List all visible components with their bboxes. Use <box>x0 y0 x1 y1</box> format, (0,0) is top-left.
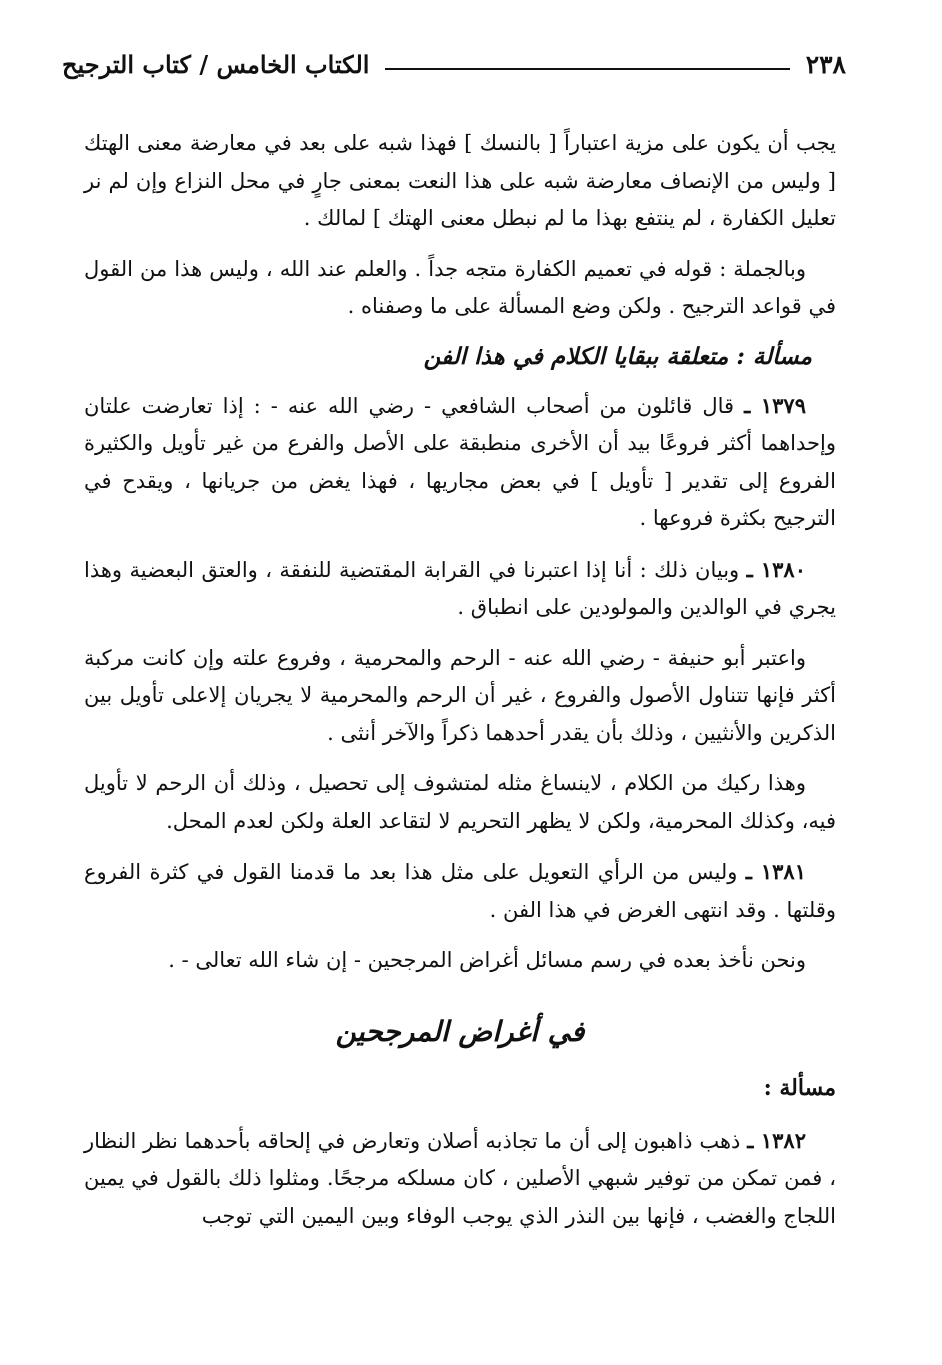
paragraph: يجب أن يكون على مزية اعتباراً [ بالنسك ] فهذا شبه على بعد في معارضة معنى الهتك [ وليس من الإنصاف معارضة شبه على هذا النعت بمعنى جارٍ في محل النزاع وإن لم نر تعليل الكفارة ، لم ينتفع بهذا ما لم نبطل معنى الهتك ] لمالك . <box>84 131 836 230</box>
paragraph: وهذا ركيك من الكلام ، لاينساغ مثله لمتشوف إلى تحصيل ، وذلك أن الرحم لا تأويل فيه، وكذلك المحرمية، ولكن لا يظهر التحريم لا لتقاعد العلة ولكن لعدم المحل. <box>84 771 836 833</box>
paragraph: ونحن نأخذ بعده في رسم مسائل أغراض المرجحين - إن شاء الله تعالى - . <box>168 948 806 972</box>
paragraph-text: قال قائلون من أصحاب الشافعي - رضي الله عنه - : إذا تعارضت علتان وإحداهما أكثر فروعًا بيد أن الأخرى منطبقة على الأصل والفرع من غير تأويل والكثيرة الفروع إلى تقدير [ تأويل ] في بعض مجاريها ، فهذا يغض من جريانها ، ويقدح في الترجيح بكثرة فروعها . <box>84 393 836 530</box>
section-heading: مسألة : متعلقة ببقايا الكلام في هذا الفن <box>423 342 812 370</box>
paragraph-text: وليس من الرأي التعويل على مثل هذا بعد ما قدمنا القول في كثرة الفروع وقلتها . وقد انتهى الغرض في هذا الفن . <box>84 860 836 922</box>
paragraph-number: ١٣٨١ ـ <box>745 859 806 884</box>
numbered-paragraph <box>84 551 836 627</box>
paragraph-number: ١٣٨٢ ـ <box>747 1127 806 1153</box>
page-number: ٢٣٨ <box>805 50 846 79</box>
chapter-heading: في أغراض المرجحين <box>335 1014 585 1048</box>
paragraph: واعتبر أبو حنيفة - رضي الله عنه - الرحم والمحرمية ، وفروع علته وإن كانت مركبة أكثر فإنها تتناول الأصول والفروع ، غير أن الرحم والمحرمية لا يجريان إلاعلى تأويل بين الذكرين والأنثيين ، وذلك بأن يقدر أحدهما ذكراً والآخر أنثى . <box>84 645 836 745</box>
paragraph-number: ١٣٨٠ ـ <box>746 556 806 582</box>
numbered-paragraph <box>84 853 836 929</box>
paragraph: وبالجملة : قوله في تعميم الكفارة متجه جداً . والعلم عند الله ، وليس هذا من القول في قواعد الترجيح . ولكن وضع المسألة على ما وصفناه . <box>84 256 836 318</box>
header-rule <box>385 68 789 70</box>
running-title: الكتاب الخامس / كتاب الترجيح <box>62 50 370 79</box>
paragraph-text: ذهب ذاهبون إلى أن ما تجاذبه أصلان وتعارض في إلحاقه بأحدهما نظر النظار ، فمن تمكن من توفير شبهي الأصلين ، كان مسلكه مرجحًا. ومثلوا ذلك بالقول في يمين اللجاج والغضب ، فإنها بين النذر الذي يوجب الوفاء وبين اليمين التي توجب <box>84 1128 836 1228</box>
masala-heading: مسألة : <box>763 1074 836 1101</box>
paragraph-text: وبيان ذلك : أنا إذا اعتبرنا في القرابة المقتضية للنفقة ، والعتق البعضية وهذا يجري في الوالدين والمولودين على انطباق . <box>84 557 836 619</box>
numbered-paragraph <box>84 387 836 538</box>
numbered-paragraph <box>84 1122 836 1236</box>
page-body <box>84 125 836 1248</box>
page-header <box>62 50 846 79</box>
paragraph-number: ١٣٧٩ ـ <box>744 392 806 418</box>
